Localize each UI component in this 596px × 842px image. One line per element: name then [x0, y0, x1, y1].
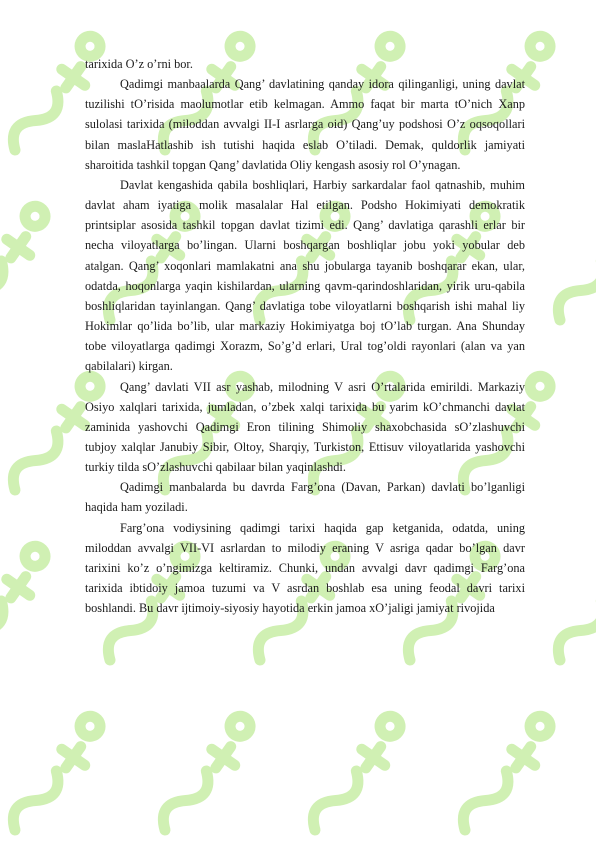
paragraph-6: Farg’ona vodiysining qadimgi tarixi haqida gap ketganida, odatda, uning miloddan avvalgi VII-VI asrlardan to milodiy eraning V asriga qadar bo’lgan davr tarixini ko’z o’ngimizga keltiramiz. Chunki, undan avvalgi davr qadimgi Farg’ona tarixida ibtidoiy jamoa tuzumi va V asrdan boshlab esa uning feodal davri tarixi boshlandi. Bu davr ijtimoiy-siyosiy hayotida erkin jamoa xO’jaligi jamiyat rivojida [85, 520, 525, 616]
watermark-mark [156, 711, 261, 842]
document-body [85, 54, 525, 618]
paragraph-4: Qang’ davlati VII asr yashab, milodning V asri O’rtalarida emirildi. Markaziy Osiyo xalqlari tarixida, jumladan, o’zbek xalqi tarixida bu yarim kO’chmanchi davlat zaminida yashovchi Qadimgi Eron tilining Shimoliy shaxobchasida sO’zlashuvchi tubjoy xalqlar Janubiy Sibir, Oltoy, Sharqiy, Turkiston, Ettisuv viloyatlarida yashovchi turkiy tilda sO’zlashuvchi qabilaar bilan yaqinlashdi. [85, 379, 525, 475]
watermark-mark [551, 541, 596, 672]
paragraph-5: Qadimgi manbalarda bu davrda Farg’ona (Davan, Parkan) davlati bo’lganligi haqida ham yoziladi. [85, 480, 525, 515]
watermark-mark [306, 711, 411, 842]
paragraph-3: Davlat kengashida qabila boshliqlari, Harbiy sarkardalar faol qatnashib, muhim davlat aham iyatiga molik masalalar Hal etilgan. Podsho Hokimiyati demokratik printsiplar asosida tashkil topgan davlat tizimi edi. Qang’ davlatiga qarashli erlar bir necha viloyatlarga bo’lingan. Ularni boshqargan boshliqlar jobu yoki yobular deb atalgan. Qang’ xoqonlari mamlakatni ana shu jobularga tayanib boshqarar ekan, ular, odatda, hoqonlarga yaqin kishilardan, ularning qavm-qarindoshlaridan, yirik uru-qabila boshliqlaridan tayinlangan. Qang’ davlatiga tobe viloyatlarni boshqarish ishi mahal liy Hokimlar qo’lida bo’lib, ular markaziy Hokimiyatga boj tO’lab turgan. Ana Shunday tobe viloyatlarga qadimgi Xorazm, So’g’d erlari, Ural tog’oldi rayonlari (alan va yan qabilalari) kirgan. [85, 177, 525, 374]
watermark-mark [6, 711, 111, 842]
watermark-mark [0, 541, 56, 672]
paragraph-1: tarixida O’z o’rni bor. [85, 57, 193, 71]
watermark-mark [551, 201, 596, 332]
watermark-mark [0, 201, 56, 332]
paragraph-2: Qadimgi manbaalarda Qang’ davlatining qanday idora qilinganligi, uning davlat tuzilishi tO’risida maolumotlar etib kelmagan. Ammo faqat bir marta tO’nich Xanp sulolasi tarixida (miloddan avvalgi II-I asrlarga oid) Qang’uy podshosi O’z oqsoqollari bilan maslaHatlashib ish tutishi haqida eslab O’tiladi. Demak, quldorlik jamiyati sharoitida tashkil topgan Qang’ davlatida Oliy kengash asosiy rol O’ynagan. [85, 77, 525, 172]
watermark-mark [456, 711, 561, 842]
